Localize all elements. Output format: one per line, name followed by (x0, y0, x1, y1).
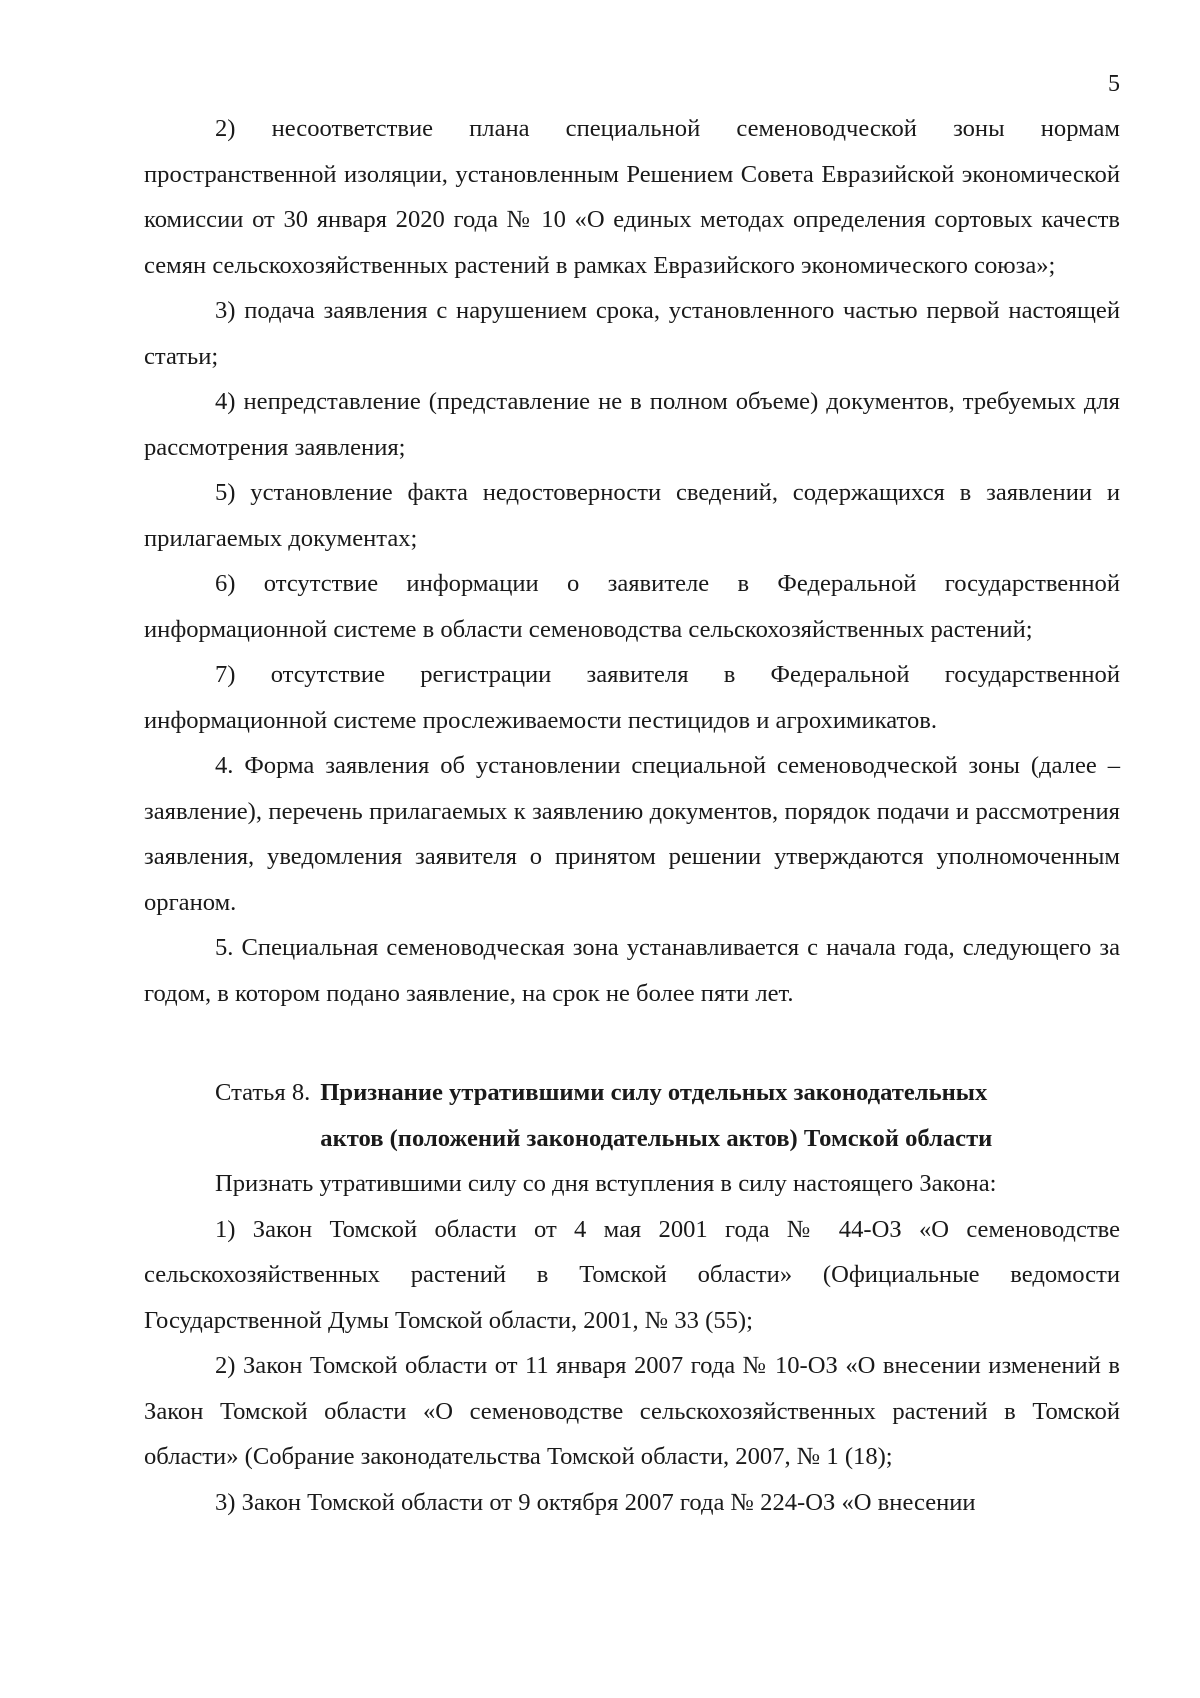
list-item-3: 3) подача заявления с нарушением срока, установленного частью первой настоящей статьи; (144, 297, 1120, 370)
repealed-law-1: 1) Закон Томской области от 4 мая 2001 года № 44-ОЗ «О семеноводстве сельскохозяйственных растений в Томской области» (Официальные ведомости Государственной Думы Томской области, 2001, № 33 (55); (144, 1215, 1120, 1334)
list-item-5: 5) установление факта недостоверности сведений, содержащихся в заявлении и прилагаемых документах; (144, 479, 1120, 552)
section-4-paragraph: 4. Форма заявления об установлении специальной семеноводческой зоны (далее – заявление), перечень прилагаемых к заявлению документов, порядок подачи и рассмотрения заявления, уведомления заявителя о принятом решении утверждаются уполномоченным органом. (144, 752, 1120, 916)
article-title (320, 1070, 1120, 1161)
list-item-6: 6) отсутствие информации о заявителе в Федеральной государственной информационной системе в области семеноводства сельскохозяйственных растений; (144, 570, 1120, 643)
list-item-2: 2) несоответствие плана специальной семеноводческой зоны нормам пространственной изоляции, установленным Решением Совета Евразийской экономической комиссии от 30 января 2020 года № 10 «О единых методах определения сортовых качеств семян сельскохозяйственных растений в рамках Евразийского экономического союза»; (144, 115, 1120, 279)
article-intro: Признать утратившими силу со дня вступления в силу настоящего Закона: (215, 1170, 997, 1197)
article-title-line-1: Признание утратившими силу отдельных законодательных (320, 1079, 988, 1106)
article-title-line-2: актов (положений законодательных актов) Томской области (320, 1124, 993, 1152)
repealed-law-2: 2) Закон Томской области от 11 января 2007 года № 10-ОЗ «О внесении изменений в Закон Томской области «О семеноводстве сельскохозяйственных растений в Томской области» (Собрание законодательства Томской области, 2007, № 1 (18); (144, 1352, 1120, 1470)
list-item-4: 4) непредставление (представление не в полном объеме) документов, требуемых для рассмотрения заявления; (144, 388, 1120, 461)
list-item-7: 7) отсутствие регистрации заявителя в Федеральной государственной информационной системе прослеживаемости пестицидов и агрохимикатов. (144, 661, 1120, 734)
repealed-law-3: 3) Закон Томской области от 9 октября 2007 года № 224-ОЗ «О внесении (215, 1488, 976, 1516)
document-body (144, 106, 1120, 1525)
article-number: Статья 8. (215, 1079, 311, 1106)
section-5-paragraph: 5. Специальная семеноводческая зона устанавливается с начала года, следующего за годом, в котором подано заявление, на срок не более пяти лет. (144, 934, 1120, 1007)
page-number: 5 (1108, 71, 1120, 97)
article-heading (144, 1070, 1120, 1161)
